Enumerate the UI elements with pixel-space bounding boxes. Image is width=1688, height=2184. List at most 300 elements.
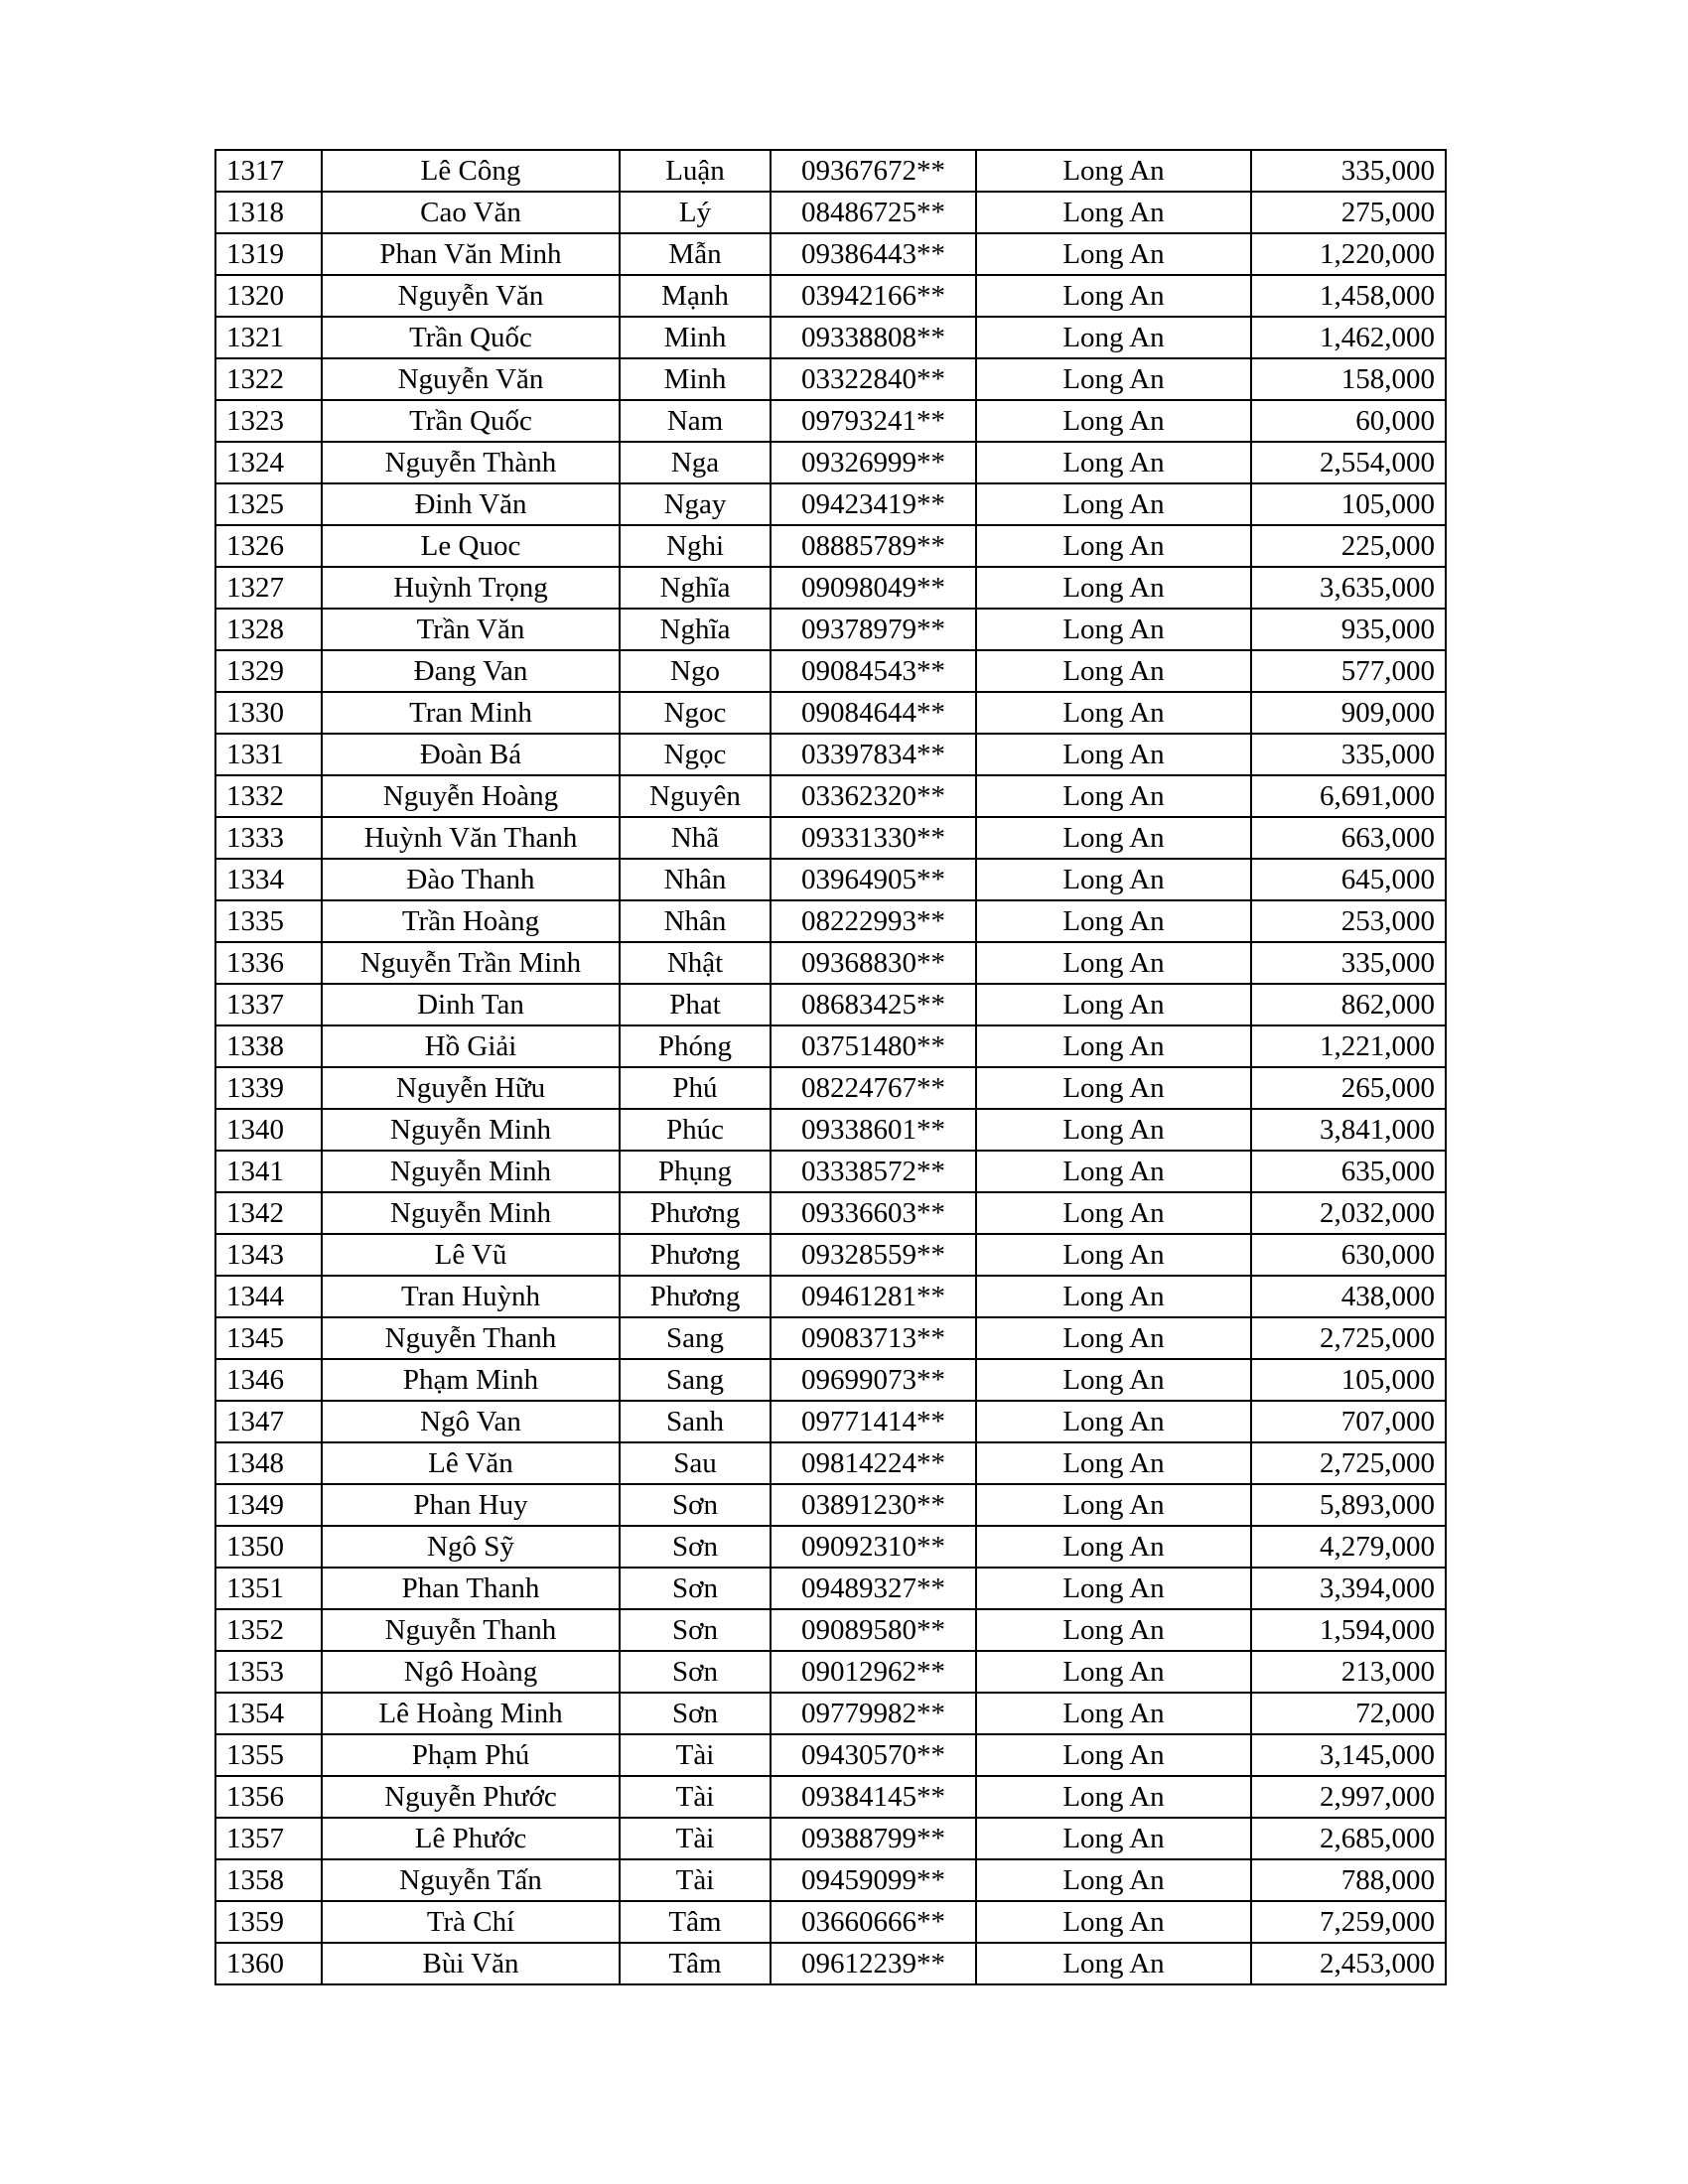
surname-cell: Lê Phước [322, 1818, 620, 1859]
surname-cell: Huỳnh Văn Thanh [322, 817, 620, 859]
row-number-cell: 1319 [215, 233, 322, 275]
amount-cell: 2,725,000 [1251, 1442, 1446, 1484]
phone-cell: 09779982** [771, 1693, 976, 1734]
phone-cell: 09384145** [771, 1776, 976, 1818]
row-number-cell: 1349 [215, 1484, 322, 1526]
table-row [215, 233, 1446, 275]
table-row [215, 1943, 1446, 1984]
table-row [215, 1192, 1446, 1234]
surname-cell: Nguyễn Minh [322, 1151, 620, 1192]
amount-cell: 935,000 [1251, 609, 1446, 650]
table-row [215, 1484, 1446, 1526]
given-name-cell: Sang [620, 1359, 771, 1401]
phone-cell: 03322840** [771, 358, 976, 400]
row-number-cell: 1331 [215, 734, 322, 775]
province-cell: Long An [976, 1526, 1251, 1568]
phone-cell: 09699073** [771, 1359, 976, 1401]
row-number-cell: 1350 [215, 1526, 322, 1568]
row-number-cell: 1339 [215, 1067, 322, 1109]
amount-cell: 265,000 [1251, 1067, 1446, 1109]
given-name-cell: Tài [620, 1859, 771, 1901]
table-row [215, 400, 1446, 442]
table-body [215, 150, 1446, 1984]
province-cell: Long An [976, 483, 1251, 525]
given-name-cell: Lý [620, 192, 771, 233]
surname-cell: Đoàn Bá [322, 734, 620, 775]
given-name-cell: Sơn [620, 1568, 771, 1609]
province-cell: Long An [976, 1734, 1251, 1776]
row-number-cell: 1358 [215, 1859, 322, 1901]
row-number-cell: 1353 [215, 1651, 322, 1693]
table-row [215, 1317, 1446, 1359]
row-number-cell: 1346 [215, 1359, 322, 1401]
given-name-cell: Tài [620, 1818, 771, 1859]
province-cell: Long An [976, 609, 1251, 650]
given-name-cell: Phúc [620, 1109, 771, 1151]
province-cell: Long An [976, 525, 1251, 567]
surname-cell: Lê Vũ [322, 1234, 620, 1276]
surname-cell: Nguyễn Minh [322, 1192, 620, 1234]
province-cell: Long An [976, 233, 1251, 275]
row-number-cell: 1359 [215, 1901, 322, 1943]
table-row [215, 1818, 1446, 1859]
amount-cell: 3,635,000 [1251, 567, 1446, 609]
province-cell: Long An [976, 1901, 1251, 1943]
amount-cell: 72,000 [1251, 1693, 1446, 1734]
phone-cell: 03751480** [771, 1025, 976, 1067]
row-number-cell: 1330 [215, 692, 322, 734]
row-number-cell: 1333 [215, 817, 322, 859]
phone-cell: 09098049** [771, 567, 976, 609]
given-name-cell: Nghĩa [620, 609, 771, 650]
province-cell: Long An [976, 1484, 1251, 1526]
surname-cell: Nguyễn Minh [322, 1109, 620, 1151]
row-number-cell: 1357 [215, 1818, 322, 1859]
phone-cell: 09326999** [771, 442, 976, 483]
phone-cell: 09338808** [771, 317, 976, 358]
amount-cell: 5,893,000 [1251, 1484, 1446, 1526]
province-cell: Long An [976, 192, 1251, 233]
table-row [215, 1776, 1446, 1818]
amount-cell: 105,000 [1251, 483, 1446, 525]
phone-cell: 09814224** [771, 1442, 976, 1484]
amount-cell: 105,000 [1251, 1359, 1446, 1401]
row-number-cell: 1321 [215, 317, 322, 358]
table-row [215, 192, 1446, 233]
table-row [215, 1234, 1446, 1276]
surname-cell: Tran Huỳnh [322, 1276, 620, 1317]
surname-cell: Nguyễn Trần Minh [322, 942, 620, 984]
table-row [215, 1609, 1446, 1651]
phone-cell: 03338572** [771, 1151, 976, 1192]
given-name-cell: Ngay [620, 483, 771, 525]
phone-cell: 09331330** [771, 817, 976, 859]
province-cell: Long An [976, 400, 1251, 442]
given-name-cell: Minh [620, 358, 771, 400]
amount-cell: 1,462,000 [1251, 317, 1446, 358]
table-row [215, 1151, 1446, 1192]
province-cell: Long An [976, 1317, 1251, 1359]
surname-cell: Trần Quốc [322, 317, 620, 358]
table-row [215, 1401, 1446, 1442]
province-cell: Long An [976, 1192, 1251, 1234]
phone-cell: 09338601** [771, 1109, 976, 1151]
table-row [215, 1693, 1446, 1734]
province-cell: Long An [976, 1693, 1251, 1734]
phone-cell: 08224767** [771, 1067, 976, 1109]
phone-cell: 09489327** [771, 1568, 976, 1609]
amount-cell: 2,554,000 [1251, 442, 1446, 483]
amount-cell: 1,458,000 [1251, 275, 1446, 317]
phone-cell: 09423419** [771, 483, 976, 525]
province-cell: Long An [976, 1067, 1251, 1109]
surname-cell: Nguyễn Hữu [322, 1067, 620, 1109]
recipient-table [214, 149, 1447, 1985]
given-name-cell: Phương [620, 1234, 771, 1276]
phone-cell: 09328559** [771, 1234, 976, 1276]
province-cell: Long An [976, 1276, 1251, 1317]
phone-cell: 09367672** [771, 150, 976, 192]
province-cell: Long An [976, 1151, 1251, 1192]
row-number-cell: 1338 [215, 1025, 322, 1067]
table-row [215, 1109, 1446, 1151]
amount-cell: 4,279,000 [1251, 1526, 1446, 1568]
province-cell: Long An [976, 442, 1251, 483]
surname-cell: Phan Văn Minh [322, 233, 620, 275]
row-number-cell: 1327 [215, 567, 322, 609]
amount-cell: 630,000 [1251, 1234, 1446, 1276]
amount-cell: 158,000 [1251, 358, 1446, 400]
table-row [215, 1067, 1446, 1109]
surname-cell: Nguyễn Thanh [322, 1609, 620, 1651]
row-number-cell: 1342 [215, 1192, 322, 1234]
table-row [215, 275, 1446, 317]
row-number-cell: 1324 [215, 442, 322, 483]
table-row [215, 859, 1446, 900]
amount-cell: 1,594,000 [1251, 1609, 1446, 1651]
table-row [215, 1526, 1446, 1568]
table-row [215, 1025, 1446, 1067]
phone-cell: 03397834** [771, 734, 976, 775]
given-name-cell: Nhã [620, 817, 771, 859]
surname-cell: Nguyễn Tấn [322, 1859, 620, 1901]
phone-cell: 09386443** [771, 233, 976, 275]
given-name-cell: Nam [620, 400, 771, 442]
surname-cell: Nguyễn Văn [322, 358, 620, 400]
province-cell: Long An [976, 567, 1251, 609]
row-number-cell: 1317 [215, 150, 322, 192]
amount-cell: 1,220,000 [1251, 233, 1446, 275]
phone-cell: 09336603** [771, 1192, 976, 1234]
table-row [215, 692, 1446, 734]
province-cell: Long An [976, 1943, 1251, 1984]
surname-cell: Ngô Sỹ [322, 1526, 620, 1568]
amount-cell: 663,000 [1251, 817, 1446, 859]
given-name-cell: Sơn [620, 1693, 771, 1734]
row-number-cell: 1355 [215, 1734, 322, 1776]
phone-cell: 09771414** [771, 1401, 976, 1442]
surname-cell: Lê Văn [322, 1442, 620, 1484]
amount-cell: 6,691,000 [1251, 775, 1446, 817]
given-name-cell: Phóng [620, 1025, 771, 1067]
given-name-cell: Nhân [620, 900, 771, 942]
row-number-cell: 1337 [215, 984, 322, 1025]
phone-cell: 08683425** [771, 984, 976, 1025]
amount-cell: 909,000 [1251, 692, 1446, 734]
table-row [215, 650, 1446, 692]
row-number-cell: 1348 [215, 1442, 322, 1484]
surname-cell: Nguyễn Hoàng [322, 775, 620, 817]
phone-cell: 09083713** [771, 1317, 976, 1359]
province-cell: Long An [976, 1442, 1251, 1484]
province-cell: Long An [976, 150, 1251, 192]
given-name-cell: Nga [620, 442, 771, 483]
surname-cell: Trà Chí [322, 1901, 620, 1943]
province-cell: Long An [976, 1568, 1251, 1609]
table-row [215, 1651, 1446, 1693]
row-number-cell: 1328 [215, 609, 322, 650]
table-row [215, 734, 1446, 775]
amount-cell: 788,000 [1251, 1859, 1446, 1901]
surname-cell: Phạm Minh [322, 1359, 620, 1401]
row-number-cell: 1341 [215, 1151, 322, 1192]
table-row [215, 525, 1446, 567]
surname-cell: Phạm Phú [322, 1734, 620, 1776]
given-name-cell: Sau [620, 1442, 771, 1484]
table-row [215, 317, 1446, 358]
amount-cell: 1,221,000 [1251, 1025, 1446, 1067]
table-row [215, 567, 1446, 609]
table-row [215, 1901, 1446, 1943]
surname-cell: Đào Thanh [322, 859, 620, 900]
phone-cell: 09793241** [771, 400, 976, 442]
province-cell: Long An [976, 1609, 1251, 1651]
row-number-cell: 1343 [215, 1234, 322, 1276]
phone-cell: 03891230** [771, 1484, 976, 1526]
province-cell: Long An [976, 692, 1251, 734]
province-cell: Long An [976, 1109, 1251, 1151]
given-name-cell: Ngo [620, 650, 771, 692]
row-number-cell: 1323 [215, 400, 322, 442]
given-name-cell: Sơn [620, 1609, 771, 1651]
given-name-cell: Sanh [620, 1401, 771, 1442]
province-cell: Long An [976, 650, 1251, 692]
given-name-cell: Nguyên [620, 775, 771, 817]
given-name-cell: Tài [620, 1776, 771, 1818]
amount-cell: 577,000 [1251, 650, 1446, 692]
surname-cell: Ngô Van [322, 1401, 620, 1442]
phone-cell: 09612239** [771, 1943, 976, 1984]
table-row [215, 442, 1446, 483]
surname-cell: Trần Hoàng [322, 900, 620, 942]
province-cell: Long An [976, 1859, 1251, 1901]
province-cell: Long An [976, 1651, 1251, 1693]
given-name-cell: Nhật [620, 942, 771, 984]
amount-cell: 438,000 [1251, 1276, 1446, 1317]
phone-cell: 08486725** [771, 192, 976, 233]
table-row [215, 483, 1446, 525]
province-cell: Long An [976, 1818, 1251, 1859]
amount-cell: 335,000 [1251, 150, 1446, 192]
table-row [215, 609, 1446, 650]
row-number-cell: 1360 [215, 1943, 322, 1984]
province-cell: Long An [976, 1359, 1251, 1401]
phone-cell: 09089580** [771, 1609, 976, 1651]
given-name-cell: Phú [620, 1067, 771, 1109]
province-cell: Long An [976, 734, 1251, 775]
surname-cell: Bùi Văn [322, 1943, 620, 1984]
given-name-cell: Mẫn [620, 233, 771, 275]
amount-cell: 635,000 [1251, 1151, 1446, 1192]
province-cell: Long An [976, 775, 1251, 817]
given-name-cell: Ngoc [620, 692, 771, 734]
surname-cell: Nguyễn Văn [322, 275, 620, 317]
surname-cell: Dinh Tan [322, 984, 620, 1025]
given-name-cell: Mạnh [620, 275, 771, 317]
given-name-cell: Nghi [620, 525, 771, 567]
amount-cell: 2,453,000 [1251, 1943, 1446, 1984]
surname-cell: Trần Quốc [322, 400, 620, 442]
table-row [215, 150, 1446, 192]
given-name-cell: Sang [620, 1317, 771, 1359]
phone-cell: 08885789** [771, 525, 976, 567]
amount-cell: 253,000 [1251, 900, 1446, 942]
surname-cell: Tran Minh [322, 692, 620, 734]
given-name-cell: Sơn [620, 1651, 771, 1693]
surname-cell: Le Quoc [322, 525, 620, 567]
amount-cell: 225,000 [1251, 525, 1446, 567]
province-cell: Long An [976, 1401, 1251, 1442]
row-number-cell: 1340 [215, 1109, 322, 1151]
surname-cell: Trần Văn [322, 609, 620, 650]
row-number-cell: 1354 [215, 1693, 322, 1734]
phone-cell: 03362320** [771, 775, 976, 817]
phone-cell: 03660666** [771, 1901, 976, 1943]
amount-cell: 3,145,000 [1251, 1734, 1446, 1776]
surname-cell: Nguyễn Thanh [322, 1317, 620, 1359]
given-name-cell: Phương [620, 1192, 771, 1234]
given-name-cell: Minh [620, 317, 771, 358]
surname-cell: Lê Công [322, 150, 620, 192]
province-cell: Long An [976, 317, 1251, 358]
province-cell: Long An [976, 942, 1251, 984]
province-cell: Long An [976, 859, 1251, 900]
amount-cell: 2,685,000 [1251, 1818, 1446, 1859]
amount-cell: 645,000 [1251, 859, 1446, 900]
phone-cell: 09461281** [771, 1276, 976, 1317]
province-cell: Long An [976, 1234, 1251, 1276]
row-number-cell: 1326 [215, 525, 322, 567]
amount-cell: 3,841,000 [1251, 1109, 1446, 1151]
province-cell: Long An [976, 984, 1251, 1025]
given-name-cell: Luận [620, 150, 771, 192]
given-name-cell: Sơn [620, 1526, 771, 1568]
phone-cell: 09378979** [771, 609, 976, 650]
row-number-cell: 1318 [215, 192, 322, 233]
row-number-cell: 1345 [215, 1317, 322, 1359]
table-row [215, 1276, 1446, 1317]
given-name-cell: Sơn [620, 1484, 771, 1526]
province-cell: Long An [976, 275, 1251, 317]
row-number-cell: 1335 [215, 900, 322, 942]
amount-cell: 213,000 [1251, 1651, 1446, 1693]
table-row [215, 1442, 1446, 1484]
amount-cell: 60,000 [1251, 400, 1446, 442]
phone-cell: 09092310** [771, 1526, 976, 1568]
row-number-cell: 1352 [215, 1609, 322, 1651]
table-row [215, 1568, 1446, 1609]
surname-cell: Lê Hoàng Minh [322, 1693, 620, 1734]
amount-cell: 7,259,000 [1251, 1901, 1446, 1943]
row-number-cell: 1325 [215, 483, 322, 525]
surname-cell: Cao Văn [322, 192, 620, 233]
table-row [215, 1859, 1446, 1901]
amount-cell: 862,000 [1251, 984, 1446, 1025]
amount-cell: 2,725,000 [1251, 1317, 1446, 1359]
surname-cell: Nguyễn Thành [322, 442, 620, 483]
given-name-cell: Tâm [620, 1943, 771, 1984]
given-name-cell: Nhân [620, 859, 771, 900]
amount-cell: 3,394,000 [1251, 1568, 1446, 1609]
phone-cell: 09368830** [771, 942, 976, 984]
row-number-cell: 1332 [215, 775, 322, 817]
table-row [215, 984, 1446, 1025]
row-number-cell: 1344 [215, 1276, 322, 1317]
amount-cell: 2,997,000 [1251, 1776, 1446, 1818]
surname-cell: Phan Huy [322, 1484, 620, 1526]
phone-cell: 09388799** [771, 1818, 976, 1859]
given-name-cell: Tài [620, 1734, 771, 1776]
amount-cell: 335,000 [1251, 734, 1446, 775]
row-number-cell: 1329 [215, 650, 322, 692]
given-name-cell: Phương [620, 1276, 771, 1317]
province-cell: Long An [976, 900, 1251, 942]
given-name-cell: Nghĩa [620, 567, 771, 609]
phone-cell: 03964905** [771, 859, 976, 900]
row-number-cell: 1322 [215, 358, 322, 400]
surname-cell: Phan Thanh [322, 1568, 620, 1609]
row-number-cell: 1351 [215, 1568, 322, 1609]
province-cell: Long An [976, 1776, 1251, 1818]
surname-cell: Đang Van [322, 650, 620, 692]
phone-cell: 09012962** [771, 1651, 976, 1693]
given-name-cell: Phat [620, 984, 771, 1025]
table-row [215, 358, 1446, 400]
surname-cell: Ngô Hoàng [322, 1651, 620, 1693]
phone-cell: 09459099** [771, 1859, 976, 1901]
surname-cell: Nguyễn Phước [322, 1776, 620, 1818]
table-row [215, 1734, 1446, 1776]
amount-cell: 2,032,000 [1251, 1192, 1446, 1234]
phone-cell: 08222993** [771, 900, 976, 942]
phone-cell: 03942166** [771, 275, 976, 317]
phone-cell: 09430570** [771, 1734, 976, 1776]
table-row [215, 1359, 1446, 1401]
row-number-cell: 1334 [215, 859, 322, 900]
surname-cell: Hồ Giải [322, 1025, 620, 1067]
row-number-cell: 1336 [215, 942, 322, 984]
phone-cell: 09084543** [771, 650, 976, 692]
surname-cell: Huỳnh Trọng [322, 567, 620, 609]
province-cell: Long An [976, 358, 1251, 400]
table-row [215, 775, 1446, 817]
surname-cell: Đinh Văn [322, 483, 620, 525]
province-cell: Long An [976, 1025, 1251, 1067]
amount-cell: 707,000 [1251, 1401, 1446, 1442]
table-row [215, 942, 1446, 984]
table-row [215, 900, 1446, 942]
given-name-cell: Ngọc [620, 734, 771, 775]
